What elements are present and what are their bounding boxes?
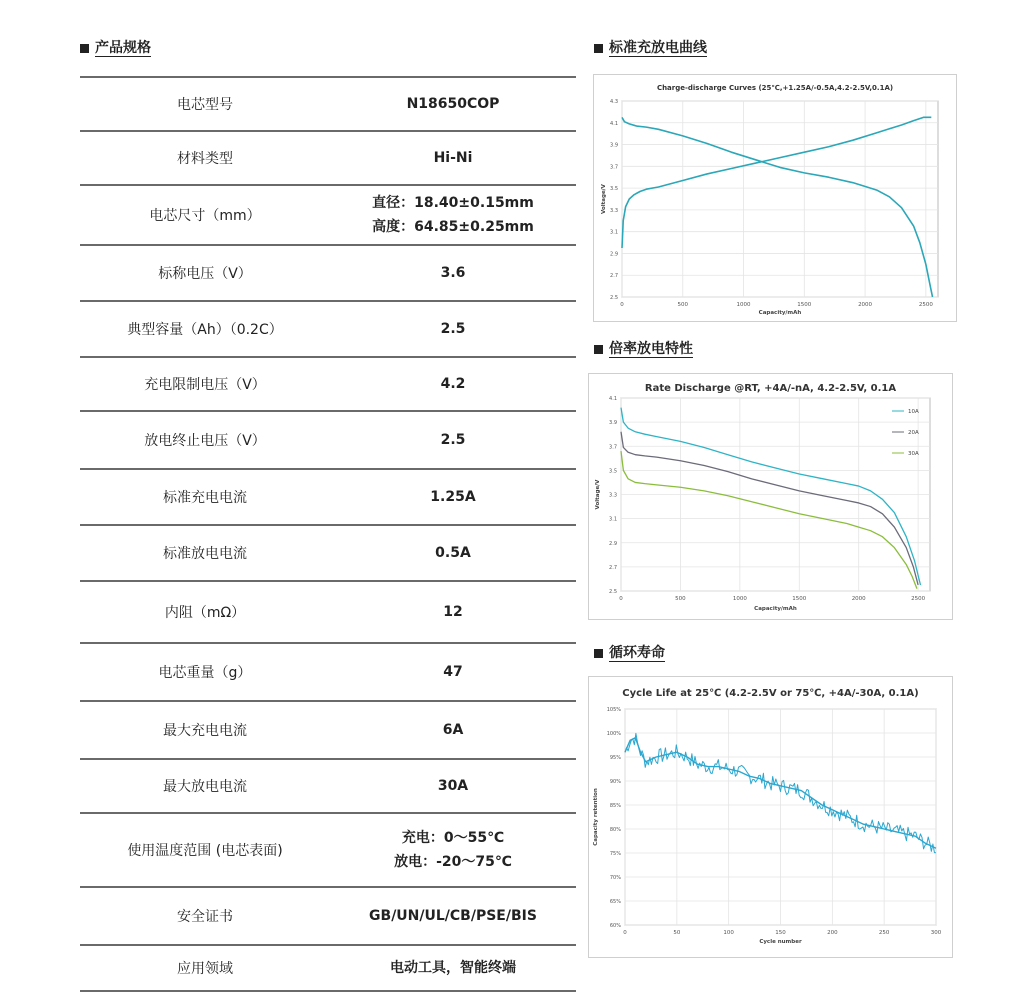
table-row bbox=[80, 888, 576, 946]
spec-label: 标准放电电流 bbox=[163, 546, 247, 562]
spec-value bbox=[330, 774, 576, 798]
spec-label: 充电限制电压（V） bbox=[144, 377, 266, 393]
x-tick-label: 150 bbox=[775, 930, 786, 936]
section-title-cycle: 循环寿命 bbox=[594, 645, 665, 662]
table-row bbox=[80, 246, 576, 302]
table-row bbox=[80, 132, 576, 186]
table-row bbox=[80, 760, 576, 814]
spec-label: 安全证书 bbox=[177, 909, 233, 925]
spec-value-line: 充电：0～55℃ bbox=[401, 830, 505, 846]
spec-value-line: 30A bbox=[437, 778, 469, 794]
y-tick-label: 65% bbox=[609, 899, 621, 905]
x-tick-label: 500 bbox=[675, 596, 686, 602]
charge-discharge-chart bbox=[593, 74, 957, 322]
y-tick-label: 60% bbox=[609, 923, 621, 929]
x-tick-label: 300 bbox=[930, 930, 942, 936]
chart-title: Charge-discharge Curves (25℃,+1.25A/-0.5A,4.2-2.5V,0.1A) bbox=[656, 84, 894, 92]
spec-value-line: 2.5 bbox=[440, 321, 466, 337]
spec-value bbox=[330, 718, 576, 742]
spec-value-line: 直径：18.40±0.15mm bbox=[372, 195, 534, 211]
y-tick-label: 85% bbox=[609, 803, 621, 809]
section-title-rate: 倍率放电特性 bbox=[594, 341, 693, 358]
spec-value bbox=[330, 660, 576, 684]
y-tick-label: 3.5 bbox=[609, 468, 617, 475]
x-axis-label: Capacity/mAh bbox=[758, 310, 802, 316]
x-tick-label: 50 bbox=[673, 930, 681, 936]
y-tick-label: 3.9 bbox=[609, 420, 617, 427]
x-tick-label: 200 bbox=[827, 930, 838, 936]
y-tick-label: 3.3 bbox=[610, 207, 618, 214]
square-bullet-icon bbox=[594, 649, 603, 658]
y-tick-label: 3.7 bbox=[609, 444, 617, 451]
series-line-30A bbox=[621, 451, 917, 589]
y-tick-label: 80% bbox=[609, 827, 621, 833]
spec-label: 典型容量（Ah）（0.2C） bbox=[127, 322, 283, 338]
series-line-0 bbox=[622, 117, 931, 248]
spec-value-line: 0.5A bbox=[435, 545, 471, 561]
spec-value-line: 高度：64.85±0.25mm bbox=[372, 219, 534, 235]
x-tick-label: 1500 bbox=[797, 302, 812, 308]
rate-discharge-chart bbox=[588, 373, 953, 620]
spec-value bbox=[330, 261, 576, 285]
section-title-curve: 标准充放电曲线 bbox=[594, 40, 707, 57]
spec-label: 使用温度范围 (电芯表面) bbox=[127, 843, 283, 859]
table-row bbox=[80, 526, 576, 582]
spec-value-line: Hi-Ni bbox=[433, 150, 473, 166]
series-line-20A bbox=[621, 432, 918, 585]
spec-value bbox=[330, 428, 576, 452]
spec-value-line: 6A bbox=[442, 722, 464, 738]
spec-value bbox=[330, 826, 576, 874]
table-row bbox=[80, 470, 576, 526]
table-row bbox=[80, 946, 576, 992]
table-row bbox=[80, 582, 576, 644]
y-tick-label: 3.5 bbox=[610, 186, 618, 193]
y-tick-label: 3.1 bbox=[610, 229, 618, 236]
square-bullet-icon bbox=[594, 44, 603, 53]
x-tick-label: 250 bbox=[878, 930, 890, 936]
table-row bbox=[80, 702, 576, 760]
spec-value-line: 4.2 bbox=[440, 376, 466, 392]
spec-value bbox=[330, 541, 576, 565]
x-tick-label: 1000 bbox=[732, 596, 747, 602]
x-tick-label: 1000 bbox=[736, 302, 751, 308]
y-tick-label: 75% bbox=[609, 851, 621, 857]
table-row bbox=[80, 358, 576, 412]
spec-value-line: 3.6 bbox=[440, 265, 466, 281]
rate-discharge-svg bbox=[589, 374, 952, 619]
y-tick-label: 2.9 bbox=[610, 251, 618, 258]
y-axis-label: Capacity retention bbox=[593, 788, 599, 846]
x-tick-label: 2000 bbox=[858, 302, 873, 308]
y-tick-label: 3.1 bbox=[609, 516, 617, 523]
spec-value bbox=[330, 146, 576, 170]
chart-title: Rate Discharge @RT, +4A/-nA, 4.2-2.5V, 0.1A bbox=[644, 383, 897, 394]
spec-value bbox=[330, 191, 576, 239]
y-tick-label: 2.7 bbox=[609, 564, 617, 571]
spec-value-line: 1.25A bbox=[430, 489, 476, 505]
y-tick-label: 3.7 bbox=[610, 164, 618, 171]
square-bullet-icon bbox=[80, 44, 89, 53]
spec-value-line: 2.5 bbox=[440, 432, 466, 448]
table-row bbox=[80, 302, 576, 358]
table-row bbox=[80, 814, 576, 888]
y-tick-label: 90% bbox=[609, 779, 621, 785]
x-tick-label: 2500 bbox=[911, 596, 926, 602]
spec-value bbox=[330, 485, 576, 509]
spec-label: 电芯重量（g） bbox=[158, 665, 252, 681]
series-line-10A bbox=[621, 408, 920, 585]
spec-label: 标称电压（V） bbox=[158, 266, 252, 282]
spec-label: 放电终止电压（V） bbox=[144, 433, 266, 449]
y-tick-label: 95% bbox=[609, 755, 621, 761]
x-tick-label: 1500 bbox=[792, 596, 807, 602]
spec-value bbox=[330, 92, 576, 116]
x-tick-label: 0 bbox=[623, 930, 627, 936]
plot-frame bbox=[622, 101, 938, 297]
table-row bbox=[80, 78, 576, 132]
legend-label: 20A bbox=[908, 430, 919, 436]
y-axis-label: Voltage/V bbox=[595, 479, 601, 510]
spec-value bbox=[330, 317, 576, 341]
spec-value-line: N18650COP bbox=[406, 96, 500, 112]
spec-label: 最大充电电流 bbox=[163, 723, 247, 739]
y-tick-label: 100% bbox=[606, 731, 621, 737]
spec-label: 内阻（mΩ） bbox=[164, 605, 246, 621]
spec-label: 最大放电电流 bbox=[163, 779, 247, 795]
spec-value bbox=[330, 372, 576, 396]
cycle-life-chart bbox=[588, 676, 953, 958]
x-tick-label: 500 bbox=[677, 302, 689, 308]
table-row bbox=[80, 186, 576, 246]
x-tick-label: 0 bbox=[619, 596, 623, 602]
chart-title: Cycle Life at 25℃ (4.2-2.5V or 75℃, +4A/-30A, 0.1A) bbox=[622, 688, 919, 699]
x-tick-label: 2000 bbox=[851, 596, 866, 602]
spec-label: 应用领域 bbox=[177, 961, 233, 977]
y-tick-label: 4.3 bbox=[610, 99, 618, 105]
spec-value bbox=[330, 600, 576, 624]
spec-value-line: 电动工具，智能终端 bbox=[390, 960, 516, 976]
cycle-life-svg bbox=[589, 677, 952, 957]
legend-label: 10A bbox=[908, 409, 919, 415]
spec-value-line: 放电：-20～75℃ bbox=[394, 854, 512, 870]
spec-label: 电芯尺寸（mm） bbox=[149, 208, 261, 224]
spec-value bbox=[330, 904, 576, 928]
y-tick-label: 2.5 bbox=[609, 589, 617, 595]
y-tick-label: 4.1 bbox=[609, 396, 617, 402]
y-tick-label: 2.9 bbox=[609, 540, 617, 547]
y-tick-label: 3.9 bbox=[610, 142, 618, 149]
spec-value-line: GB/UN/UL/CB/PSE/BIS bbox=[369, 908, 537, 924]
x-tick-label: 2500 bbox=[918, 302, 933, 308]
section-title-spec: 产品规格 bbox=[80, 40, 151, 57]
table-row bbox=[80, 412, 576, 470]
spec-value-line: 12 bbox=[443, 604, 463, 620]
y-tick-label: 2.5 bbox=[610, 295, 618, 301]
y-tick-label: 70% bbox=[609, 875, 621, 881]
spec-value bbox=[330, 956, 576, 980]
spec-label: 标准充电电流 bbox=[163, 490, 247, 506]
y-tick-label: 4.1 bbox=[610, 120, 618, 127]
legend-label: 30A bbox=[908, 451, 919, 457]
x-axis-label: Cycle number bbox=[759, 939, 802, 945]
x-tick-label: 0 bbox=[620, 302, 624, 308]
spec-label: 材料类型 bbox=[177, 151, 233, 167]
spec-value-line: 47 bbox=[443, 664, 463, 680]
y-tick-label: 105% bbox=[606, 707, 621, 713]
y-axis-label: Voltage/V bbox=[601, 184, 607, 214]
y-tick-label: 3.3 bbox=[609, 492, 617, 499]
x-axis-label: Capacity/mAh bbox=[754, 606, 797, 612]
x-tick-label: 100 bbox=[723, 930, 734, 936]
spec-label: 电芯型号 bbox=[177, 97, 233, 113]
y-tick-label: 2.7 bbox=[610, 273, 618, 280]
charge-discharge-svg bbox=[594, 75, 956, 321]
square-bullet-icon bbox=[594, 345, 603, 354]
table-row bbox=[80, 644, 576, 702]
